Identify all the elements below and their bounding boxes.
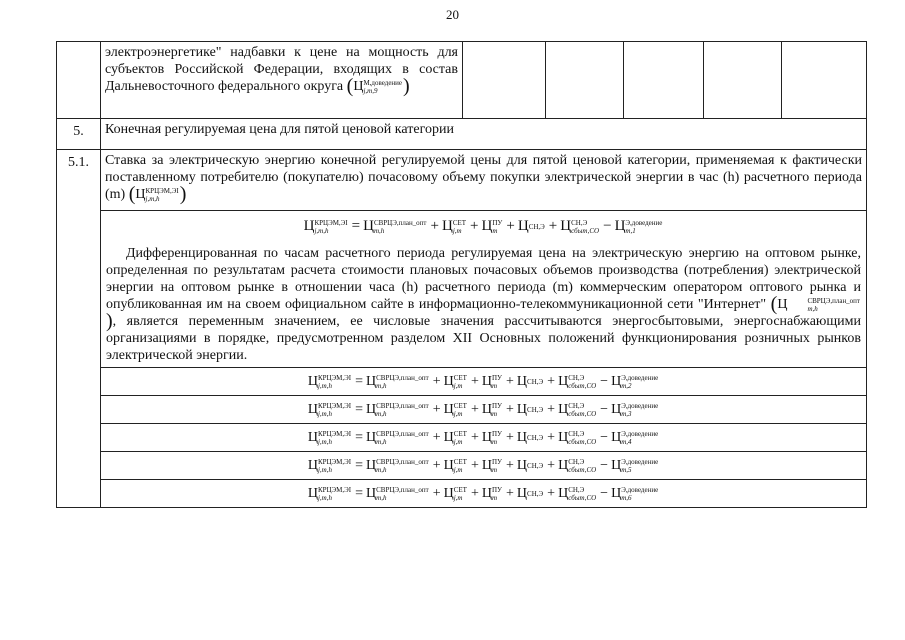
formula-term: Ц СН,Э (516, 458, 544, 473)
formula-term: Ц ПУ m (481, 218, 503, 235)
formula-term: Ц СЕТ j,m (443, 485, 467, 502)
formula-lhs: Ц КРЦЭМ,ЭI j,m,h (307, 457, 352, 474)
value-cell (782, 42, 867, 119)
formula-row (57, 452, 867, 480)
table-row (57, 150, 867, 211)
formula-term: Ц Э,доведение m,4 (611, 429, 659, 446)
formula-term: Ц Э,доведение m,6 (611, 485, 659, 502)
formula-term: Ц СН,Э сбыт,СО (558, 485, 597, 502)
formula-row (57, 211, 867, 368)
formula-row (57, 480, 867, 508)
tariff-table (56, 41, 867, 508)
formula-paragraph-cell (101, 211, 867, 368)
row-number: 5. (57, 119, 101, 150)
continuation-text: электроэнергетике" надбавки к цене на мощность для субъектов Российской Федерации, входящих в состав Дальневосточного федерального округа (105, 45, 458, 94)
formula-term: Ц СЕТ j,m (443, 401, 467, 418)
formula-term: Ц СН,Э (516, 402, 544, 417)
formula-row (57, 368, 867, 396)
formula-term: Ц СН,Э (517, 218, 545, 234)
formula-term: Ц СН,Э сбыт,СО (558, 401, 597, 418)
formula-lhs: Ц КРЦЭМ,ЭI j,m,h (307, 485, 352, 502)
value-cell (546, 42, 624, 119)
formula-lhs: Ц КРЦЭМ,ЭI j,m,h (307, 373, 352, 390)
row-title: Конечная регулируемая цена для пятой ценовой категории (101, 119, 867, 150)
formula-lhs: Ц КРЦЭМ,ЭI j,m,h (307, 429, 352, 446)
formula-term: Ц ПУ m (481, 373, 503, 390)
formula-term: Ц Э,доведение m,5 (611, 457, 659, 474)
symbol-scripts: М,доведение j,m,9 (363, 78, 403, 95)
value-cell (624, 42, 704, 119)
formula-term: Ц СН,Э (516, 430, 544, 445)
formula-6: Ц КРЦЭМ,ЭI j,m,h = Ц СВРЦЭ,план_опт m,h + Ц СЕТ j,m + Ц ПУ m + Ц СН,Э + Ц СН,Э сбыт,СО − Ц Э,доведение m,6 (101, 480, 867, 508)
formula-term: Ц СВРЦЭ,план_опт m,h (366, 457, 429, 474)
formula-term: Ц СН,Э (516, 374, 544, 389)
formula-term: Ц СЕТ j,m (443, 429, 467, 446)
formula-term: Ц СВРЦЭ,план_опт m,h (366, 373, 429, 390)
formula-term: Ц СВРЦЭ,план_опт m,h (366, 485, 429, 502)
formula-term: Ц СН,Э сбыт,СО (558, 457, 597, 474)
formula-term: Ц ПУ m (481, 457, 503, 474)
paren-close: ) (403, 75, 410, 97)
paren-open: ( (346, 75, 354, 97)
formula-term: Ц ПУ m (481, 485, 503, 502)
formula-term: Ц Э,доведение m,3 (611, 401, 659, 418)
formula-term: Ц СН,Э (516, 486, 544, 501)
formula-term: Ц Э,доведение m,1 (614, 218, 663, 235)
formula-row (57, 396, 867, 424)
formula-3: Ц КРЦЭМ,ЭI j,m,h = Ц СВРЦЭ,план_опт m,h + Ц СЕТ j,m + Ц ПУ m + Ц СН,Э + Ц СН,Э сбыт,СО − Ц Э,доведение m,3 (101, 396, 867, 424)
formula-term: Ц СЕТ j,m (443, 457, 467, 474)
value-cell (463, 42, 546, 119)
formula-term: Ц СВРЦЭ,план_опт m,h (363, 218, 427, 235)
formula-term: Ц Э,доведение m,2 (611, 373, 659, 390)
formula-term: Ц СН,Э сбыт,СО (560, 218, 600, 235)
formula-2: Ц КРЦЭМ,ЭI j,m,h = Ц СВРЦЭ,план_опт m,h + Ц СЕТ j,m + Ц ПУ m + Ц СН,Э + Ц СН,Э сбыт,СО − Ц Э,доведение m,2 (101, 368, 867, 396)
formula-term: Ц СЕТ j,m (443, 373, 467, 390)
page-number: 20 (446, 7, 459, 22)
row-text: Ставка за электрическую энергию конечной регулируемой цены для пятой ценовой категории, применяемая к фактически поставленному потребителю (покупателю) почасовому объему покупки электрической энергии в час (h) расчетного периода (m) (105, 153, 862, 202)
formula-term: Ц ПУ m (481, 429, 503, 446)
formula-term: Ц СН,Э сбыт,СО (558, 429, 597, 446)
row-text-cell (101, 42, 463, 119)
row-number-cell (57, 42, 101, 119)
value-cell (704, 42, 782, 119)
table-row (57, 119, 867, 150)
row-number: 5.1. (57, 150, 101, 508)
formula-term: Ц СВРЦЭ,план_опт m,h (366, 429, 429, 446)
formula-row (57, 424, 867, 452)
formula-lhs: Ц КРЦЭМ,ЭI j,m,h (307, 401, 352, 418)
formula-4: Ц КРЦЭМ,ЭI j,m,h = Ц СВРЦЭ,план_опт m,h + Ц СЕТ j,m + Ц ПУ m + Ц СН,Э + Ц СН,Э сбыт,СО − Ц Э,доведение m,4 (101, 424, 867, 452)
row-text-cell: Ставка за электрическую энергию конечной регулируемой цены для пятой ценовой категории, применяемая к фактически поставленному потребителю (покупателю) почасовому объему покупки электрической энергии в час (h) расчетного периода (m) (Ц КРЦЭМ,ЭI j,m,h ) (101, 150, 867, 211)
formula-term: Ц СВРЦЭ,план_опт m,h (366, 401, 429, 418)
formula-term: Ц СН,Э сбыт,СО (558, 373, 597, 390)
table-row (57, 42, 867, 119)
formula-lhs: Ц КРЦЭМ,ЭI j,m,h (303, 218, 348, 235)
formula-1: Ц КРЦЭМ,ЭI j,m,h = Ц СВРЦЭ,план_опт m,h + Ц СЕТ j,m + Ц ПУ m + Ц СН,Э + Ц СН,Э сбыт,СО − Ц Э,доведение m,1 (303, 218, 663, 235)
symbol-ts: Ц (353, 79, 364, 94)
formula-5: Ц КРЦЭМ,ЭI j,m,h = Ц СВРЦЭ,план_опт m,h + Ц СЕТ j,m + Ц ПУ m + Ц СН,Э + Ц СН,Э сбыт,СО − Ц Э,доведение m,5 (101, 452, 867, 480)
description-paragraph: Дифференцированная по часам расчетного периода регулируемая цена на электрическую энергию на оптовом рынке, определенная по результатам расчета стоимости плановых почасовых объемов производства (потребления) электрической энергии на оптовом рынке в отношении часа (h) расчетного периода (m) коммерческим оператором оптового рынка и опубликованная им на своем официальном сайте в информационно-телекоммуникационной сети "Интернет" (Ц СВРЦЭ,план_опт m,h ), является переменным значением, ее числовые значения рассчитываются энергосбытовыми, энергоснабжающими организациями в порядке, предусмотренном разделом XII Основных положений функционирования розничных рынков электрической энергии. (106, 246, 861, 363)
formula-term: Ц СЕТ j,m (441, 218, 467, 235)
formula-term: Ц ПУ m (481, 401, 503, 418)
